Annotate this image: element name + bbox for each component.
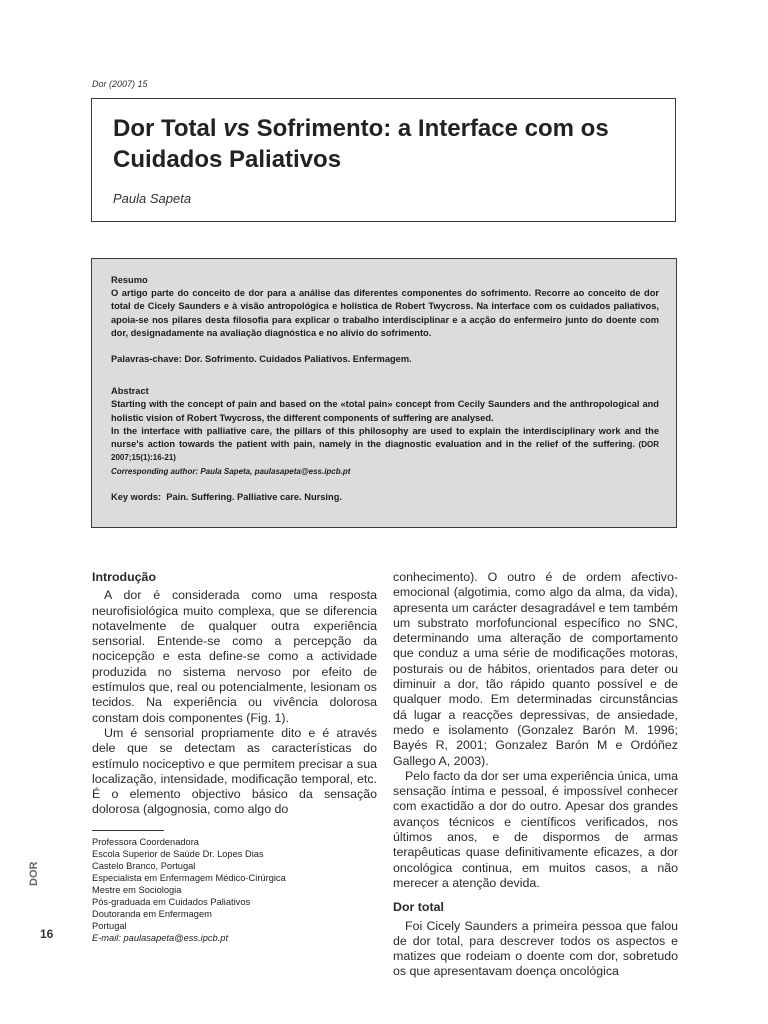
dor-total-heading: Dor total [393,900,444,915]
keywords [111,491,659,504]
abstract-box [91,258,677,528]
right-column [393,570,678,980]
corresponding-author: Corresponding author: Paula Sapeta, paulasapeta@ess.ipcb.pt [111,467,351,477]
footnote-rule [92,830,164,831]
intro-paragraph-continued: conhecimento). O outro é de ordem afectivo-emocional (algotimia, como algo da alma, da vida), apresenta um carácter desagradável e tem também um substrato morfofuncional específico no SNC, determinando uma alteração de comportamento que conduz a uma série de modificações motoras, posturais ou de hábitos, orientados para deter ou diminuir a dor, tão rápido quanto possível e de qualquer modo. Em determinadas circunstâncias dá lugar a reacções depressivas, de ansiedade, medo e isolamento (Gonzalez Barón M. 1996; Bayés R, 2001; Gonzalez Barón M e Ordóñez Gallego A, 2003). [393,570,678,768]
resumo-heading: Resumo [111,275,148,285]
footnote-line: Pós-graduada em Cuidados Paliativos [92,897,251,907]
intro-paragraph-1: A dor é considerada como uma resposta neurofisiológica muito complexa, que se diferencia notavelmente de qualquer outra experiência sensorial. Entende-se como a percepção da nocicepção e esta define-se como a actividade produzida no sistema nervoso por efeito de estímulos que, real ou potencialmente, lesionam os tecidos. Na experiência ou vivência dolorosa constam dois componentes (Fig. 1). [92,588,377,725]
intro-paragraph-2: Um é sensorial propriamente dito e é através dele que se detectam as características do estímulo nociceptivo e que permitem precisar a sua localização, intensidade, modificação temporal, etc. É o elemento objectivo básico da sensação dolorosa (algognosia, como algo do [92,725,377,817]
article-title [113,113,653,175]
footnote-line: Especialista em Enfermagem Médico-Cirúrgica [92,873,286,883]
palavras-chave: Palavras-chave: Dor. Sofrimento. Cuidados Paliativos. Enfermagem. [111,354,412,365]
author-name: Paula Sapeta [113,191,192,206]
abstract-content [111,274,659,505]
footnote-email: E-mail: paulasapeta@ess.ipcb.pt [92,933,229,943]
keywords-list: Pain. Suffering. Palliative care. Nursing. [161,492,342,503]
footnote-line: Castelo Branco, Portugal [92,861,196,871]
resumo-text: O artigo parte do conceito de dor para a análise das diferentes componentes do sofrimento. Recorre ao conceito de dor total de Cicely Saunders e à visão antropológica e holística de Robert Twycross. Na interface com os cuidados paliativos, apoia-se nos pilares desta filosofia para explicar o trabalho interdisciplinar e a acção do enfermeiro junto do doente com dor, designadamente na avaliação diagnóstica e no alívio do sofrimento. [111,288,659,338]
journal-tag-text: DOR [28,861,40,886]
running-head: Dor (2007) 15 [92,79,148,89]
left-column [92,570,377,818]
abstract-text-2-body: In the interface with palliative care, the pillars of this philosophy are used to explain the interdisciplinary work and the nurse's action towards the patient with pain, namely in the diagnostic evaluation and in the relief of the suffering. [111,425,659,450]
intro-heading: Introdução [92,570,157,584]
intro-paragraph-3: Pelo facto da dor ser uma experiência única, uma sensação íntima e pessoal, é impossível conhecer com exactidão a dor do outro. Apesar dos grandes avanços técnicos e científicos verificados, nos últimos anos, e de dispormos de armas terapêuticas quase definitivamente eficazes, a dor oncológica continua, em muitos casos, a não merecer a atenção devida. [393,768,678,890]
abstract-text-2 [111,425,659,465]
abstract-heading: Abstract [111,386,149,397]
abstract-text-1: Starting with the concept of pain and based on the «total pain» concept from Cecily Saunders and the anthropological and holistic vision of Robert Twycross, the different components of suffering are analysed. [111,399,659,423]
citation: (DOR 2007;15(1):16-21) [111,440,659,463]
footnote-line: Professora Coordenadora [92,837,199,847]
author-footnote [92,836,392,944]
footnote-line: Mestre em Sociologia [92,885,182,895]
footnote-line: Escola Superior de Saúde Dr. Lopes Dias [92,849,264,859]
journal-tag [28,846,40,886]
keywords-label: Key words: [111,492,162,503]
footnote-line: Portugal [92,921,127,931]
title-box [91,98,676,222]
page-number: 16 [40,927,54,941]
footnote-line: Doutoranda em Enfermagem [92,909,212,919]
dor-total-paragraph-1: Foi Cicely Saunders a primeira pessoa que falou de dor total, para descrever todos os aspectos e matizes que rodeiam o doente com dor, sobretudo os que apresentavam doença oncológica [393,918,678,979]
title-vs: vs [223,115,250,142]
title-part-2: Sofrimento: a Interface com os Cuidados Paliativos [113,115,609,173]
title-part-1: Dor Total [113,115,224,142]
